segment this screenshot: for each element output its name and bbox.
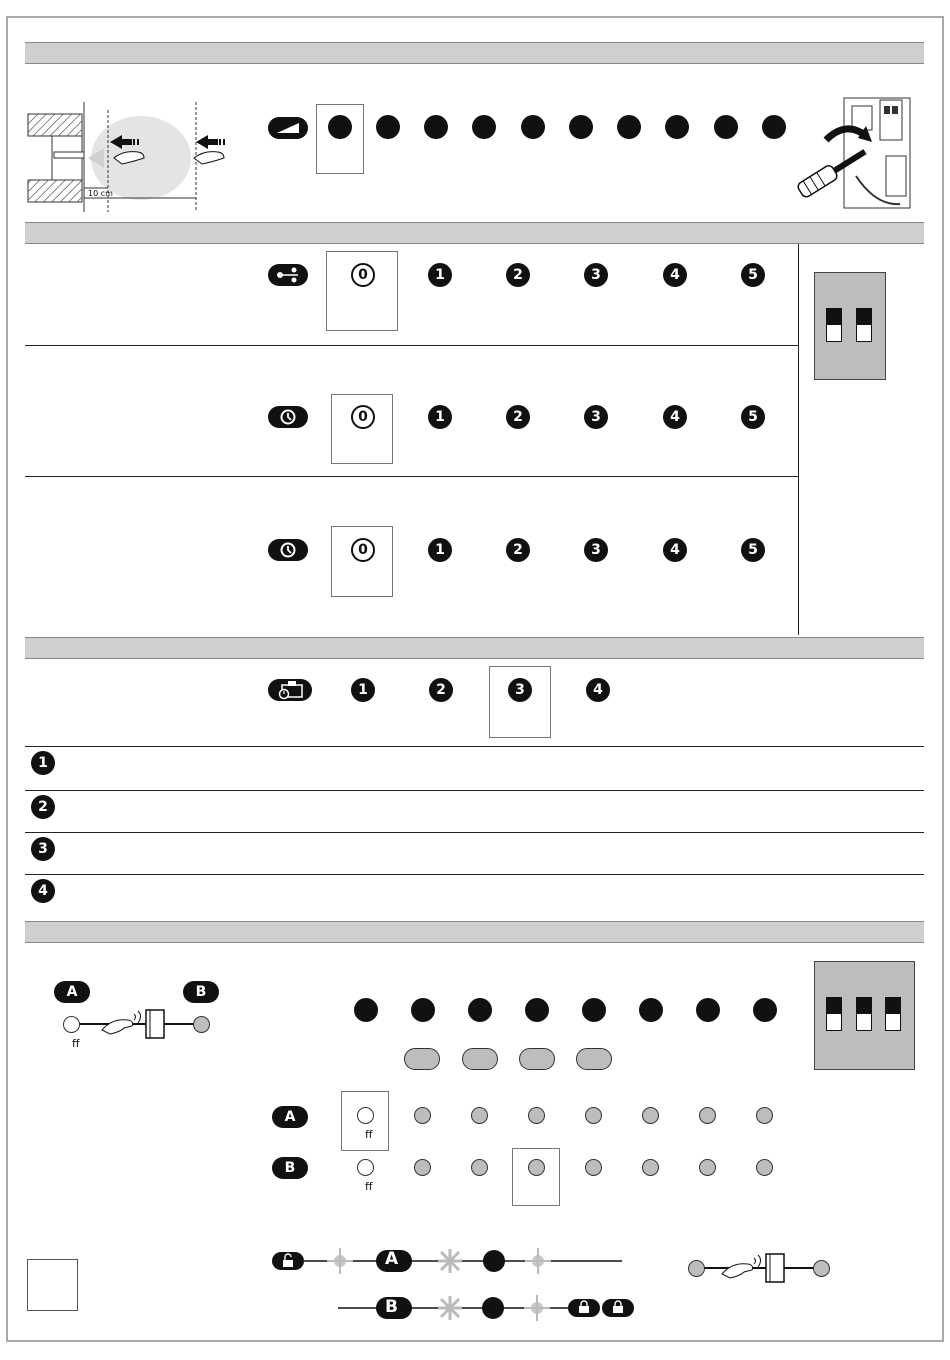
led-a-off xyxy=(63,1016,80,1033)
timer1-option-4[interactable]: 4 xyxy=(663,405,687,429)
row-a-led-1-status: ff xyxy=(365,1128,373,1141)
sensor-led-right xyxy=(813,1260,830,1277)
timer2-option-3[interactable]: 3 xyxy=(584,538,608,562)
led-b-on xyxy=(193,1016,210,1033)
selected-program-box xyxy=(489,666,551,738)
row-b-led-8 xyxy=(756,1159,773,1176)
detection-range-illustration xyxy=(26,100,246,215)
sensor-led-left xyxy=(688,1260,705,1277)
group-pill-4[interactable] xyxy=(576,1048,612,1070)
sensitivity-level-1[interactable] xyxy=(328,115,352,139)
sensitivity-level-9[interactable] xyxy=(714,115,738,139)
clock-icon xyxy=(268,539,308,561)
row-b-led-4 xyxy=(528,1159,545,1176)
sensitivity-level-8[interactable] xyxy=(665,115,689,139)
timer2-option-2[interactable]: 2 xyxy=(506,538,530,562)
timer1-option-0[interactable]: 0 xyxy=(351,405,375,429)
list-item-marker-1: 1 xyxy=(31,751,55,775)
section-header-pairing xyxy=(25,921,924,943)
camera-timer-icon xyxy=(268,679,312,701)
clock-icon xyxy=(268,406,308,428)
dip-switch-3-lever-3[interactable] xyxy=(885,997,901,1031)
sequence-a-label: A xyxy=(385,1249,399,1269)
mode-option-4[interactable]: 4 xyxy=(663,263,687,287)
group-pill-2[interactable] xyxy=(462,1048,498,1070)
timer2-option-5[interactable]: 5 xyxy=(741,538,765,562)
row-divider-2 xyxy=(25,476,798,477)
sensitivity-level-2[interactable] xyxy=(376,115,400,139)
row-b-led-1-status: ff xyxy=(365,1180,373,1193)
screwdriver-adjust-icon xyxy=(796,96,916,214)
hand-sensor-icon xyxy=(62,1006,212,1042)
sequence-b-diagram xyxy=(336,1294,640,1324)
section-header-program xyxy=(25,637,924,659)
timer1-option-5[interactable]: 5 xyxy=(741,405,765,429)
label-b-badge xyxy=(183,981,219,1003)
channel-dot-6[interactable] xyxy=(639,998,663,1022)
list-item-marker-2: 2 xyxy=(31,795,55,819)
row-b-led-7 xyxy=(699,1159,716,1176)
label-b-text: B xyxy=(195,984,207,1000)
sensitivity-level-3[interactable] xyxy=(424,115,448,139)
list-item-marker-4: 4 xyxy=(31,879,55,903)
row-a-led-8 xyxy=(756,1107,773,1124)
row-b-selected-box xyxy=(512,1148,560,1206)
list-divider-1 xyxy=(25,746,924,747)
row-b-led-5 xyxy=(585,1159,602,1176)
row-a-led-6 xyxy=(642,1107,659,1124)
timer2-option-1[interactable]: 1 xyxy=(428,538,452,562)
program-option-4[interactable]: 4 xyxy=(586,678,610,702)
channel-dot-8[interactable] xyxy=(753,998,777,1022)
list-divider-4 xyxy=(25,874,924,875)
note-box xyxy=(27,1259,78,1311)
list-divider-2 xyxy=(25,790,924,791)
timer1-option-2[interactable]: 2 xyxy=(506,405,530,429)
mode-option-0[interactable]: 0 xyxy=(351,263,375,287)
dip-switch-2-lever-1[interactable] xyxy=(826,308,842,342)
channel-dot-3[interactable] xyxy=(468,998,492,1022)
group-pill-3[interactable] xyxy=(519,1048,555,1070)
wedge-icon xyxy=(268,117,308,139)
dip-switch-3-lever-1[interactable] xyxy=(826,997,842,1031)
row-a-led-4 xyxy=(528,1107,545,1124)
row-divider-1 xyxy=(25,345,798,346)
timer1-option-3[interactable]: 3 xyxy=(584,405,608,429)
row-b-badge xyxy=(272,1157,308,1179)
hand-sensor-icon xyxy=(686,1250,832,1286)
share-icon xyxy=(268,264,308,286)
label-a-text: A xyxy=(66,984,78,1000)
sensitivity-level-5[interactable] xyxy=(521,115,545,139)
section-header-sensitivity xyxy=(25,42,924,64)
row-b-led-3 xyxy=(471,1159,488,1176)
section-header-mode xyxy=(25,222,924,244)
led-a-status: ff xyxy=(72,1037,80,1050)
sequence-a-diagram xyxy=(270,1244,630,1278)
channel-dot-2[interactable] xyxy=(411,998,435,1022)
row-a-led-5 xyxy=(585,1107,602,1124)
timer2-option-0[interactable]: 0 xyxy=(351,538,375,562)
row-a-led-2 xyxy=(414,1107,431,1124)
mode-option-2[interactable]: 2 xyxy=(506,263,530,287)
distance-label: 10 cm xyxy=(88,189,113,198)
mode-option-1[interactable]: 1 xyxy=(428,263,452,287)
row-a-led-7 xyxy=(699,1107,716,1124)
channel-dot-1[interactable] xyxy=(354,998,378,1022)
sensitivity-level-10[interactable] xyxy=(762,115,786,139)
row-b-led-2 xyxy=(414,1159,431,1176)
sensitivity-level-6[interactable] xyxy=(569,115,593,139)
sensitivity-level-7[interactable] xyxy=(617,115,641,139)
mode-option-3[interactable]: 3 xyxy=(584,263,608,287)
timer2-option-4[interactable]: 4 xyxy=(663,538,687,562)
label-a-badge xyxy=(54,981,90,1003)
program-option-1[interactable]: 1 xyxy=(351,678,375,702)
list-item-marker-3: 3 xyxy=(31,837,55,861)
row-a-text: A xyxy=(284,1109,296,1125)
channel-dot-5[interactable] xyxy=(582,998,606,1022)
list-divider-3 xyxy=(25,832,924,833)
sequence-b-label: B xyxy=(385,1297,398,1317)
row-b-led-6 xyxy=(642,1159,659,1176)
row-a-badge xyxy=(272,1106,308,1128)
dip-switch-2-lever-2[interactable] xyxy=(856,308,872,342)
divider-vertical xyxy=(798,244,799,635)
row-a-led-1 xyxy=(357,1107,374,1124)
mode-option-5[interactable]: 5 xyxy=(741,263,765,287)
row-b-led-1 xyxy=(357,1159,374,1176)
row-a-led-3 xyxy=(471,1107,488,1124)
row-b-text: B xyxy=(284,1160,296,1176)
program-option-3[interactable]: 3 xyxy=(508,678,532,702)
group-pill-1[interactable] xyxy=(404,1048,440,1070)
program-option-2[interactable]: 2 xyxy=(429,678,453,702)
timer1-option-1[interactable]: 1 xyxy=(428,405,452,429)
dip-switch-2 xyxy=(814,272,886,380)
channel-dot-4[interactable] xyxy=(525,998,549,1022)
sensitivity-level-4[interactable] xyxy=(472,115,496,139)
dip-switch-3-lever-2[interactable] xyxy=(856,997,872,1031)
channel-dot-7[interactable] xyxy=(696,998,720,1022)
